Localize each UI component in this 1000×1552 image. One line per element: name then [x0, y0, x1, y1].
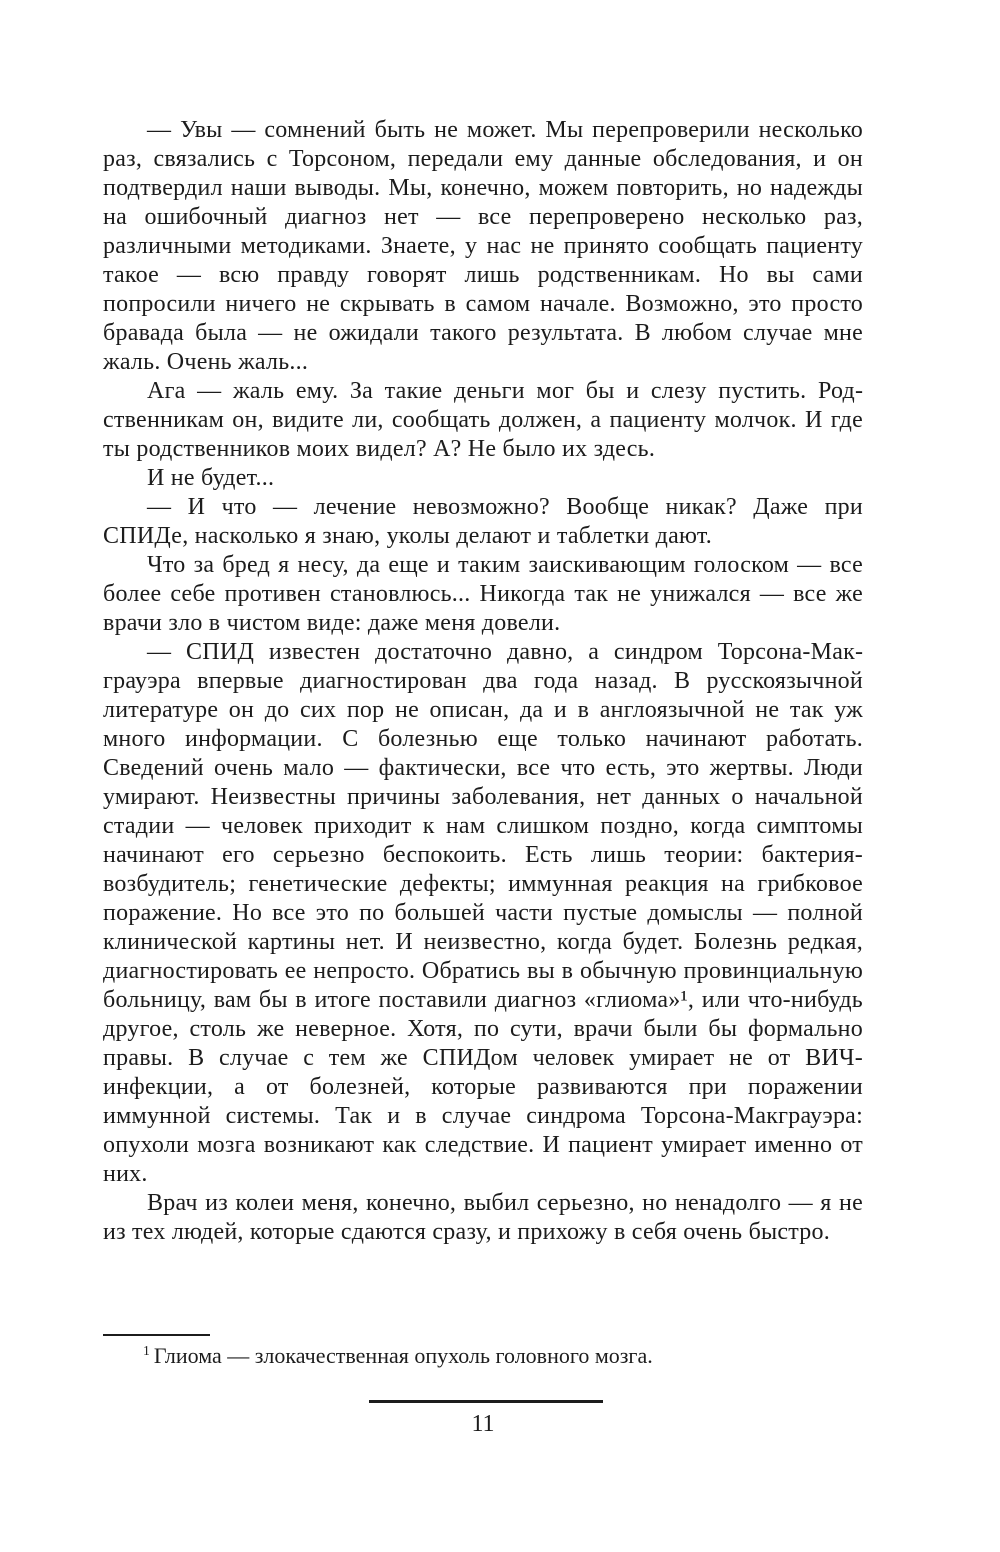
- footer-rule: [369, 1400, 603, 1403]
- paragraph-6: — СПИД известен достаточно давно, а синдром Торсона-Макграуэра впервые диагностирован два года назад. В русскоязычной литературе он до сих пор не описан, да и в англоязычной не так уж много информации. С болезнью еще только начинают работать. Сведений очень мало — фактически, все что есть, это жертвы. Люди умирают. Неизвестны причины заболевания, нет данных о начальной стадии — человек приходит к нам слишком поздно, когда симптомы начинают его серьезно беспокоить. Есть лишь теории: бактерия-возбудитель; генетические дефекты; иммунная реакция на грибковое поражение. Но все это по большей части пустые домыслы — полной клинической картины нет. И неизвестно, когда будет. Болезнь редкая, диагностировать ее непросто. Обратись вы в обычную провинциальную больницу, вам бы в итоге поставили диагноз «глиома»¹, или что-нибудь другое, столь же неверное. Хотя, по сути, врачи были бы формально правы. В случае с тем же СПИДом человек умирает не от ВИЧ-инфекции, а от болезней, которые развиваются при поражении иммунной системы. Так и в случае синдрома Торсона-Макграуэра: опухоли мозга возникают как следствие. И пациент умирает именно от них.: [103, 639, 863, 1187]
- paragraph-7: Врач из колеи меня, конечно, выбил серьезно, но ненадолго — я не из тех людей, которые сдаются сразу, и прихожу в себя очень быстро.: [103, 1190, 863, 1245]
- footnote-text: Глиома — злокачественная опухоль головного мозга.: [153, 1343, 653, 1368]
- main-text-block: [103, 116, 863, 1247]
- paragraph-4: — И что — лечение невозможно? Вообще никак? Даже при СПИДе, насколько я знаю, уколы делают и таблетки дают.: [103, 494, 863, 549]
- page-number: 11: [471, 1411, 495, 1437]
- footnote-separator-rule: [103, 1334, 210, 1336]
- footnote-marker: 1: [143, 1342, 150, 1358]
- paragraph-3: И не будет...: [147, 465, 275, 491]
- paragraph-5: Что за бред я несу, да еще и таким заискивающим голоском — все более себе противен становлюсь... Никогда так не унижался — все же врачи зло в чистом виде: даже меня довели.: [103, 552, 863, 636]
- footnote: [103, 1342, 863, 1369]
- paragraph-1: — Увы — сомнений быть не может. Мы перепроверили несколько раз, связались с Торсоном, передали ему данные обследования, и он подтвердил наши выводы. Мы, конечно, можем повторить, но надежды на ошибочный диагноз нет — все перепроверено несколько раз, различными методиками. Знаете, у нас не принято сообщать пациенту такое — всю правду говорят лишь родственникам. Но вы сами попросили ничего не скрывать в самом начале. Возможно, это просто бравада была — не ожидали такого результата. В любом случае мне жаль. Очень жаль...: [103, 117, 863, 375]
- paragraph-2: Ага — жаль ему. За такие деньги мог бы и слезу пустить. Родственникам он, видите ли, сообщать должен, а пациенту молчок. И где ты родственников моих видел? А? Не было их здесь.: [103, 378, 863, 462]
